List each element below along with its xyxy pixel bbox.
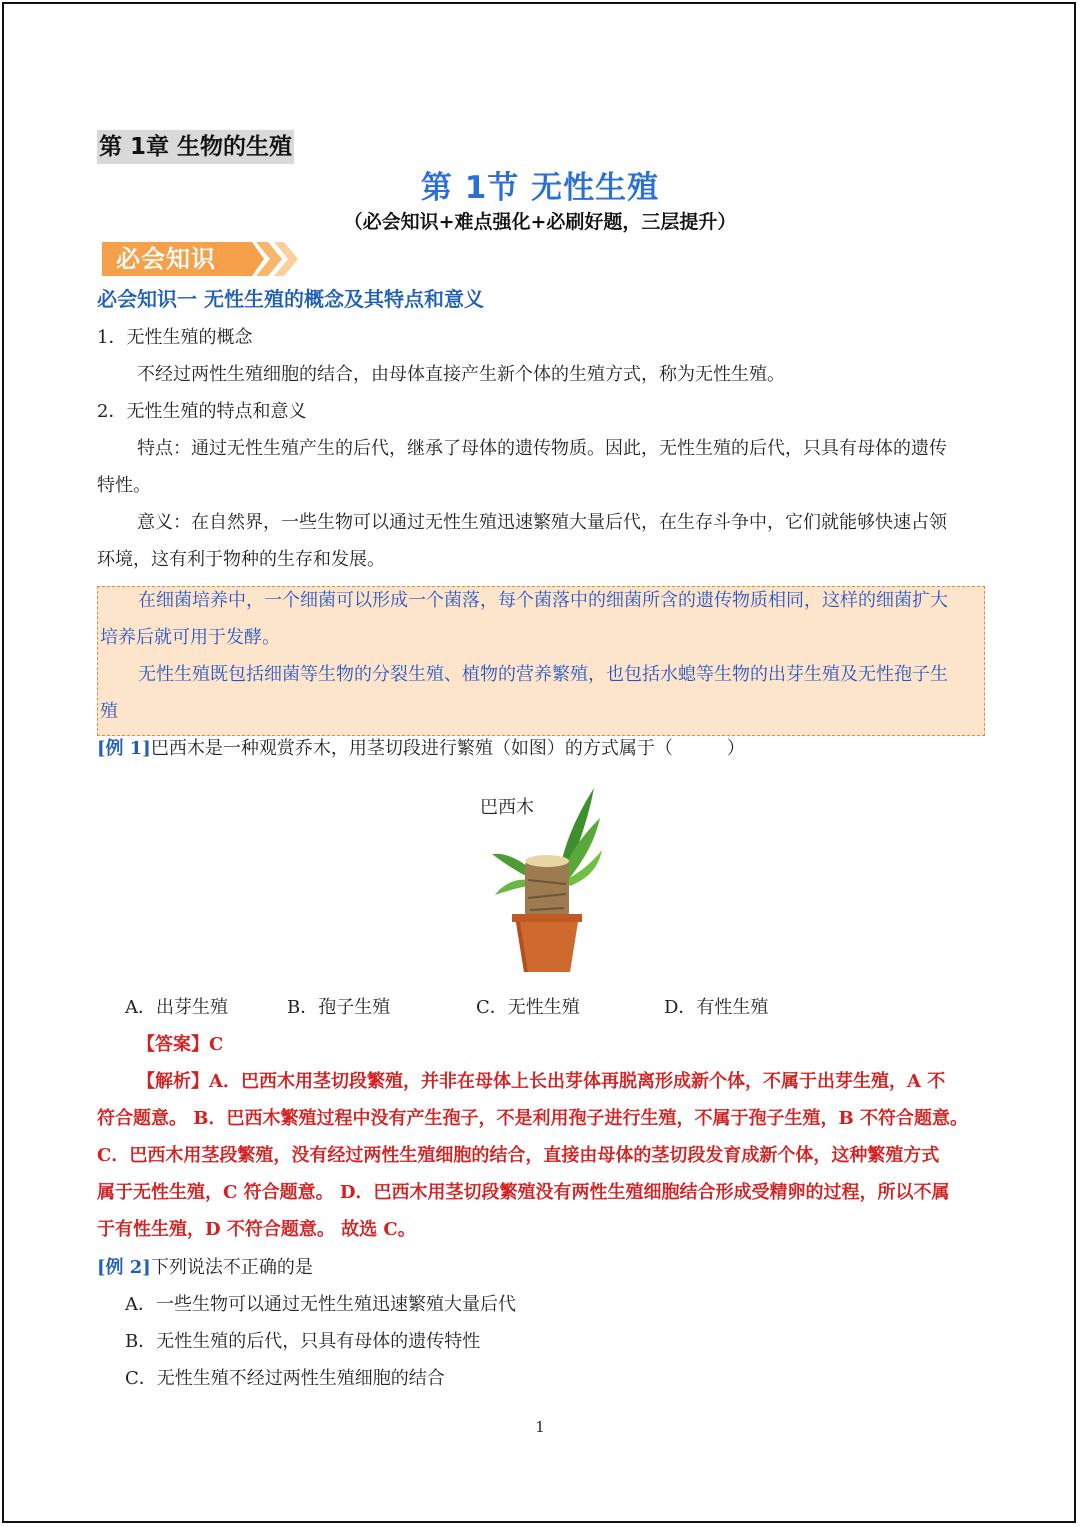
chapter-heading: 第 1章 生物的生殖 xyxy=(97,130,294,164)
example2-tag: [例 2] xyxy=(97,1257,151,1278)
meaning-text-line2: 环境，这有利于物种的生存和发展。 xyxy=(97,549,385,570)
concept-text: 不经过两性生殖细胞的结合，由母体直接产生新个体的生殖方式，称为无性生殖。 xyxy=(137,364,785,385)
section-subtitle: （必会知识+难点强化+必刷好题，三层提升） xyxy=(343,211,737,233)
knowledge-point-title: 必会知识一 无性生殖的概念及其特点和意义 xyxy=(97,287,484,311)
highlight-line: 无性生殖既包括细菌等生物的分裂生殖、植物的营养繁殖，也包括水螅等生物的出芽生殖及无性孢子生 xyxy=(138,664,948,685)
analysis-line: 于有性生殖，D 不符合题意。 故选 C。 xyxy=(97,1219,416,1240)
features-heading: 2．无性生殖的特点和意义 xyxy=(97,401,307,422)
analysis-line: 【解析】A．巴西木用茎切段繁殖，并非在母体上长出芽体再脱离形成新个体，不属于出芽生殖，A 不 xyxy=(137,1071,946,1092)
example1-option-c: C．无性生殖 xyxy=(476,997,580,1018)
analysis-line: 属于无性生殖，C 符合题意。 D．巴西木用茎切段繁殖没有两性生殖细胞结合形成受精卵的过程，所以不属 xyxy=(97,1182,950,1203)
plant-image-label: 巴西木 xyxy=(480,797,534,818)
highlight-box xyxy=(97,586,985,736)
features-text-line1: 特点：通过无性生殖产生的后代，继承了母体的遗传物质。因此，无性生殖的后代，只具有母体的遗传 xyxy=(137,438,947,459)
analysis-line: C．巴西木用茎段繁殖，没有经过两性生殖细胞的结合，直接由母体的茎切段发育成新个体，这种繁殖方式 xyxy=(97,1145,940,1166)
example1-question-text: 巴西木是一种观赏乔木，用茎切段进行繁殖（如图）的方式属于（ ） xyxy=(150,738,745,759)
example1-question xyxy=(97,737,745,761)
example2-option-b: B．无性生殖的后代，只具有母体的遗传特性 xyxy=(125,1331,481,1352)
example1-option-d: D．有性生殖 xyxy=(664,997,769,1018)
example2-question-text: 下列说法不正确的是 xyxy=(150,1257,313,1278)
banner-label: 必会知识 xyxy=(116,245,216,273)
page-number: 1 xyxy=(535,1418,545,1436)
example1-option-a: A．出芽生殖 xyxy=(125,997,228,1018)
highlight-line: 在细菌培养中，一个细菌可以形成一个菌落，每个菌落中的细菌所含的遗传物质相同，这样的细菌扩大 xyxy=(138,590,948,611)
must-know-banner xyxy=(102,240,302,278)
highlight-line: 殖 xyxy=(100,701,118,722)
example2-question xyxy=(97,1256,313,1280)
example1-option-b: B．孢子生殖 xyxy=(287,997,391,1018)
example2-option-a: A．一些生物可以通过无性生殖迅速繁殖大量后代 xyxy=(125,1294,516,1315)
example1-tag: [例 1] xyxy=(97,738,151,759)
brazilwood-plant-image xyxy=(470,780,610,980)
features-text-line2: 特性。 xyxy=(97,475,151,496)
example1-answer: 【答案】C xyxy=(137,1034,224,1055)
section-title: 第 1节 无性生殖 xyxy=(420,170,660,206)
highlight-line: 培养后就可用于发酵。 xyxy=(100,627,280,648)
concept-heading: 1．无性生殖的概念 xyxy=(97,327,253,348)
analysis-line: 符合题意。 B．巴西木繁殖过程中没有产生孢子，不是利用孢子进行生殖，不属于孢子生殖，B 不符合题意。 xyxy=(97,1108,968,1129)
meaning-text-line1: 意义：在自然界，一些生物可以通过无性生殖迅速繁殖大量后代，在生存斗争中，它们就能够快速占领 xyxy=(137,512,947,533)
example2-option-c: C．无性生殖不经过两性生殖细胞的结合 xyxy=(125,1368,445,1389)
